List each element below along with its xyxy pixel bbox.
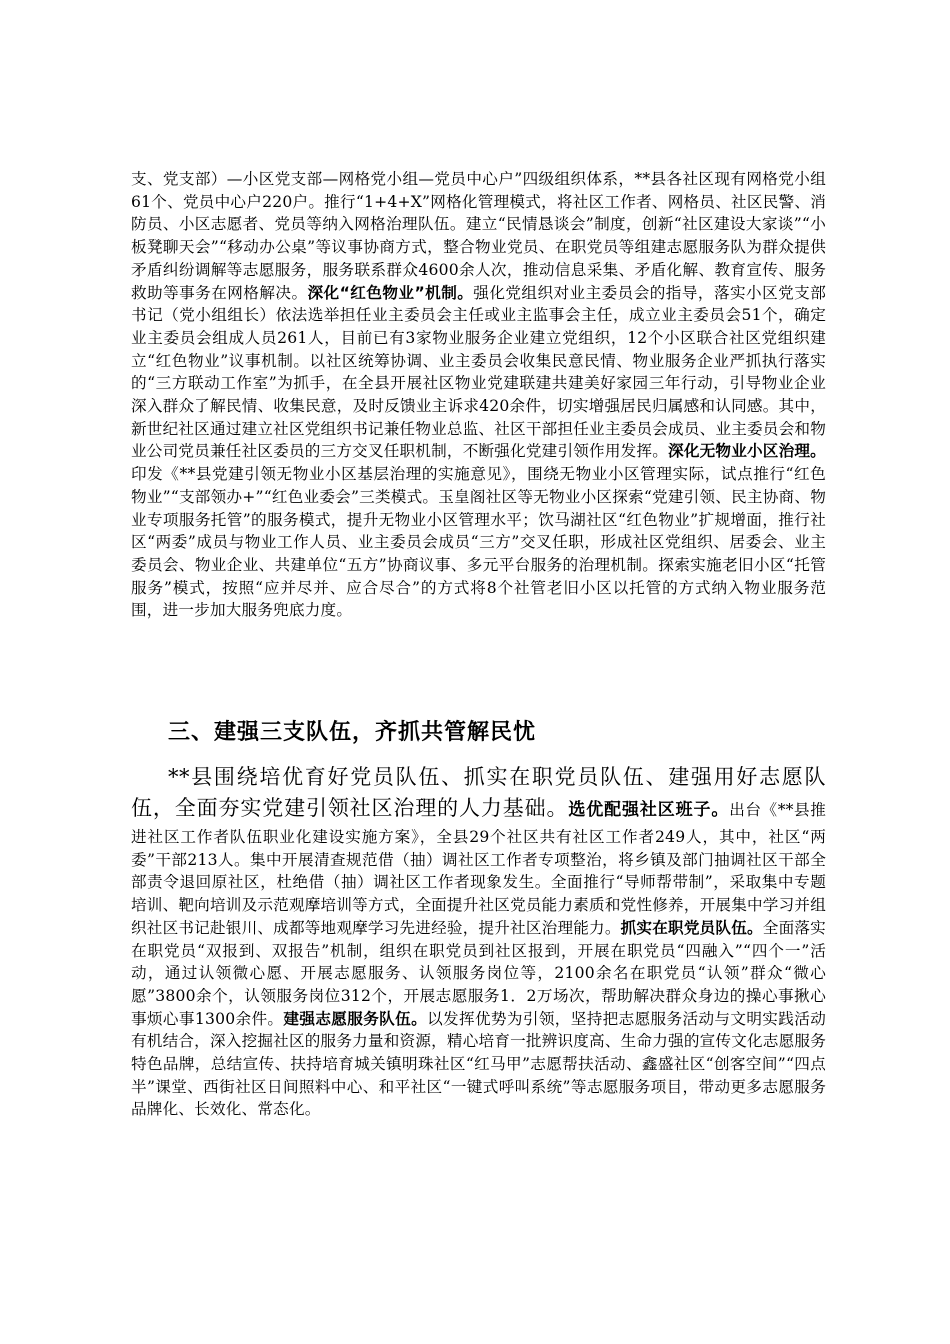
- bold-subheading-red-property: 深化“红色物业”机制。: [307, 283, 474, 302]
- paragraph-text: 出台《**县推进社区工作者队伍职业化建设实施方案》，全县29个社区共有社区工作者249人，其中，社区“两委”干部213人。集中开展清查规范借（抽）调社区工作者专项整治，将乡镇及部门抽调社区干部全部责令退回原社区，杜绝借（抽）调社区工作者现象发生。全面推行“导师帮带制”，采取集中专题培训、靶向培训及示范观摩培训等方式，全面提升社区党员能力素质和党性修养，开展集中学习并组织社区书记赴银川、成都等地观摩学习先进经验，提升社区治理能力。: [131, 801, 827, 937]
- bold-subheading-community-team: 选优配强社区班子。: [568, 800, 730, 820]
- bold-subheading-party-members: 抓实在职党员队伍。: [620, 918, 763, 937]
- body-paragraph-grid-governance: [131, 168, 826, 622]
- paragraph-text: 全面落实在职党员“双报到、双报告”机制，组织在职党员到社区报到，开展在职党员“四融入”“四个一”活动，通过认领微心愿、开展志愿服务、认领服务岗位等，2100余名在职党员“认领”群众“微心愿”3800余个，认领服务岗位312个，开展志愿服务1．2万场次，帮助解决群众身边的操心事揪心事烦心事1300余件。: [131, 918, 826, 1028]
- paragraph-text: 支、党支部）—小区党支部—网格党小组—党员中心户”四级组织体系，**县各社区现有网格党小组61个、党员中心户220户。推行“1+4+X”网格化管理模式，将社区工作者、网格员、社区民警、消防员、小区志愿者、党员等纳入网格治理队伍。建立“民情恳谈会”制度，创新“社区建设大家谈”“小板凳聊天会”“移动办公桌”等议事协商方式，整合物业党员、在职党员等组建志愿服务队为群众提供矛盾纠纷调解等志愿服务，服务联系群众4600余人次，推动信息采集、矛盾化解、教育宣传、服务救助等事务在网格解决。: [131, 170, 826, 302]
- body-paragraph-three-teams: [131, 762, 826, 1121]
- section-heading: 三、建强三支队伍，齐抓共管解民忧: [168, 720, 537, 745]
- bold-subheading-no-property: 深化无物业小区治理。: [668, 442, 826, 461]
- bold-subheading-volunteers: 建强志愿服务队伍。: [283, 1009, 428, 1028]
- paragraph-lead-sentence: **县围绕培优育好党员队伍、抓实在职党员队伍、建强用好志愿队伍，全面夯实党建引领社区治理的人力基础。: [131, 765, 826, 820]
- paragraph-text: 印发《**县党建引领无物业小区基层治理的实施意见》，围绕无物业小区管理实际，试点推行“红色物业”“支部领办+”“红色业委会”三类模式。玉皇阁社区等无物业小区探索“党建引领、民主协商、物业专项服务托管”的服务模式，提升无物业小区管理水平；饮马湖社区“红色物业”扩规增面，推行社区“两委”成员与物业工作人员、业主委员会成员“三方”交叉任职，形成社区党组织、居委会、业主委员会、物业企业、共建单位“五方”协商议事、多元平台服务的治理机制。探索实施老旧小区“托管服务”模式，按照“应并尽并、应合尽合”的方式将8个社管老旧小区以托管的方式纳入物业服务范围，进一步加大服务兜底力度。: [131, 465, 826, 620]
- paragraph-text: 强化党组织对业主委员会的指导，落实小区党支部书记（党小组组长）依法选举担任业主委员会主任或业主监事会主任，成立业主委员会51个，确定业主委员会组成人员261人，目前已有3家物业服务企业建立党组织，12个小区联合社区党组织建立“红色物业”议事机制。以社区统筹协调、业主委员会收集民意民情、物业服务企业严抓执行落实的“三方联动工作室”为抓手，在全县开展社区物业党建联建共建美好家园三年行动，引导物业企业深入群众了解民情、收集民意，及时反馈业主诉求420余件，切实增强居民归属感和认同感。其中，新世纪社区通过建立社区党组织书记兼任物业总监、社区干部担任业主委员会成员、业主委员会和物业公司党员兼任社区委员的三方交叉任职机制，不断强化党建引领作用发挥。: [131, 283, 826, 461]
- paragraph-text: 以发挥优势为引领，坚持把志愿服务活动与文明实践活动有机结合，深入挖掘社区的服务力量和资源，精心培育一批辨识度高、生命力强的宣传文化志愿服务特色品牌，总结宣传、扶持培育城关镇明珠社区“红马甲”志愿帮扶活动、鑫盛社区“创客空间”“四点半”课堂、西街社区日间照料中心、和平社区“一键式呼叫系统”等志愿服务项目，带动更多志愿服务品牌化、长效化、常态化。: [131, 1009, 826, 1119]
